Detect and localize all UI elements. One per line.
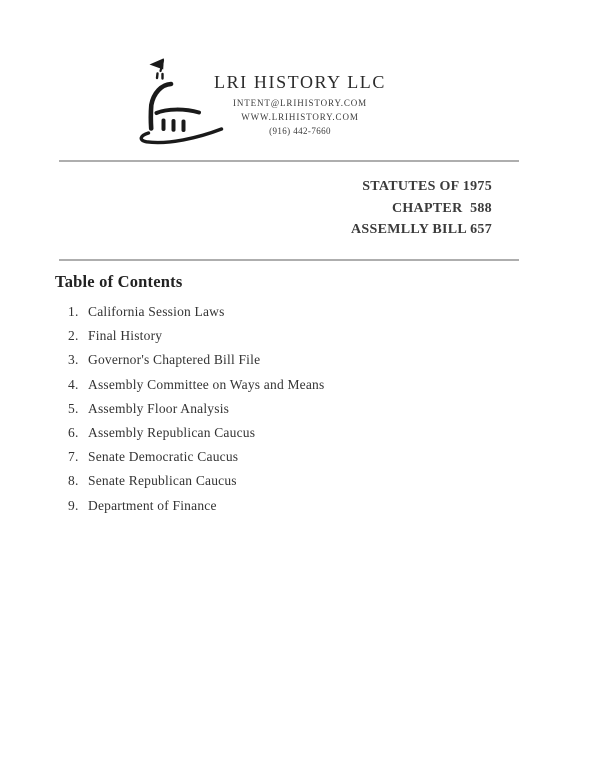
toc-item-number: 5. — [68, 400, 79, 416]
toc-item-number: 3. — [68, 352, 79, 368]
toc-item-label: Senate Democratic Caucus — [88, 449, 239, 465]
toc-item — [68, 352, 324, 376]
toc-item-number: 1. — [68, 304, 79, 319]
toc-item — [68, 449, 324, 473]
toc-item-number: 2. — [68, 328, 79, 344]
toc-item — [68, 425, 324, 449]
company-website: WWW.LRIHISTORY.COM — [241, 112, 359, 122]
company-name: LRI HISTORY LLC — [213, 72, 386, 92]
chapter-line: CHAPTER 588 — [391, 200, 492, 216]
toc-item-label: Assembly Republican Caucus — [88, 424, 256, 440]
toc-title: Table of Contents — [55, 272, 183, 291]
document-info — [351, 176, 492, 241]
statutes-line: STATUTES OF 1975 — [362, 179, 492, 194]
toc-item — [68, 401, 324, 425]
toc-item — [68, 498, 324, 522]
toc-item — [68, 377, 324, 401]
toc-item-label: California Session Laws — [88, 304, 225, 319]
toc-item-number: 9. — [68, 497, 79, 513]
toc-item-number: 6. — [68, 424, 79, 440]
letterhead — [0, 72, 600, 136]
toc-item — [68, 328, 324, 352]
company-email: INTENT@LRIHISTORY.COM — [232, 97, 368, 108]
divider-top — [59, 160, 519, 162]
toc-item-number: 4. — [68, 376, 79, 392]
toc-item-label: Assembly Floor Analysis — [88, 400, 230, 416]
bill-line: ASSEMLLY BILL 657 — [350, 222, 492, 237]
company-phone: (916) 442-7660 — [269, 126, 331, 136]
toc-item-number: 8. — [68, 473, 79, 489]
divider-bottom — [59, 259, 519, 261]
toc-item-label: Senate Republican Caucus — [88, 473, 237, 489]
toc-item-label: Final History — [88, 328, 163, 344]
toc-item-label: Governor's Chaptered Bill File — [88, 352, 261, 368]
toc-item — [68, 473, 324, 497]
toc-item-label: Assembly Committee on Ways and Means — [88, 376, 325, 392]
toc-item — [68, 304, 324, 328]
toc-list — [68, 304, 324, 522]
toc-item-number: 7. — [68, 449, 79, 465]
toc-item-label: Department of Finance — [88, 497, 217, 513]
